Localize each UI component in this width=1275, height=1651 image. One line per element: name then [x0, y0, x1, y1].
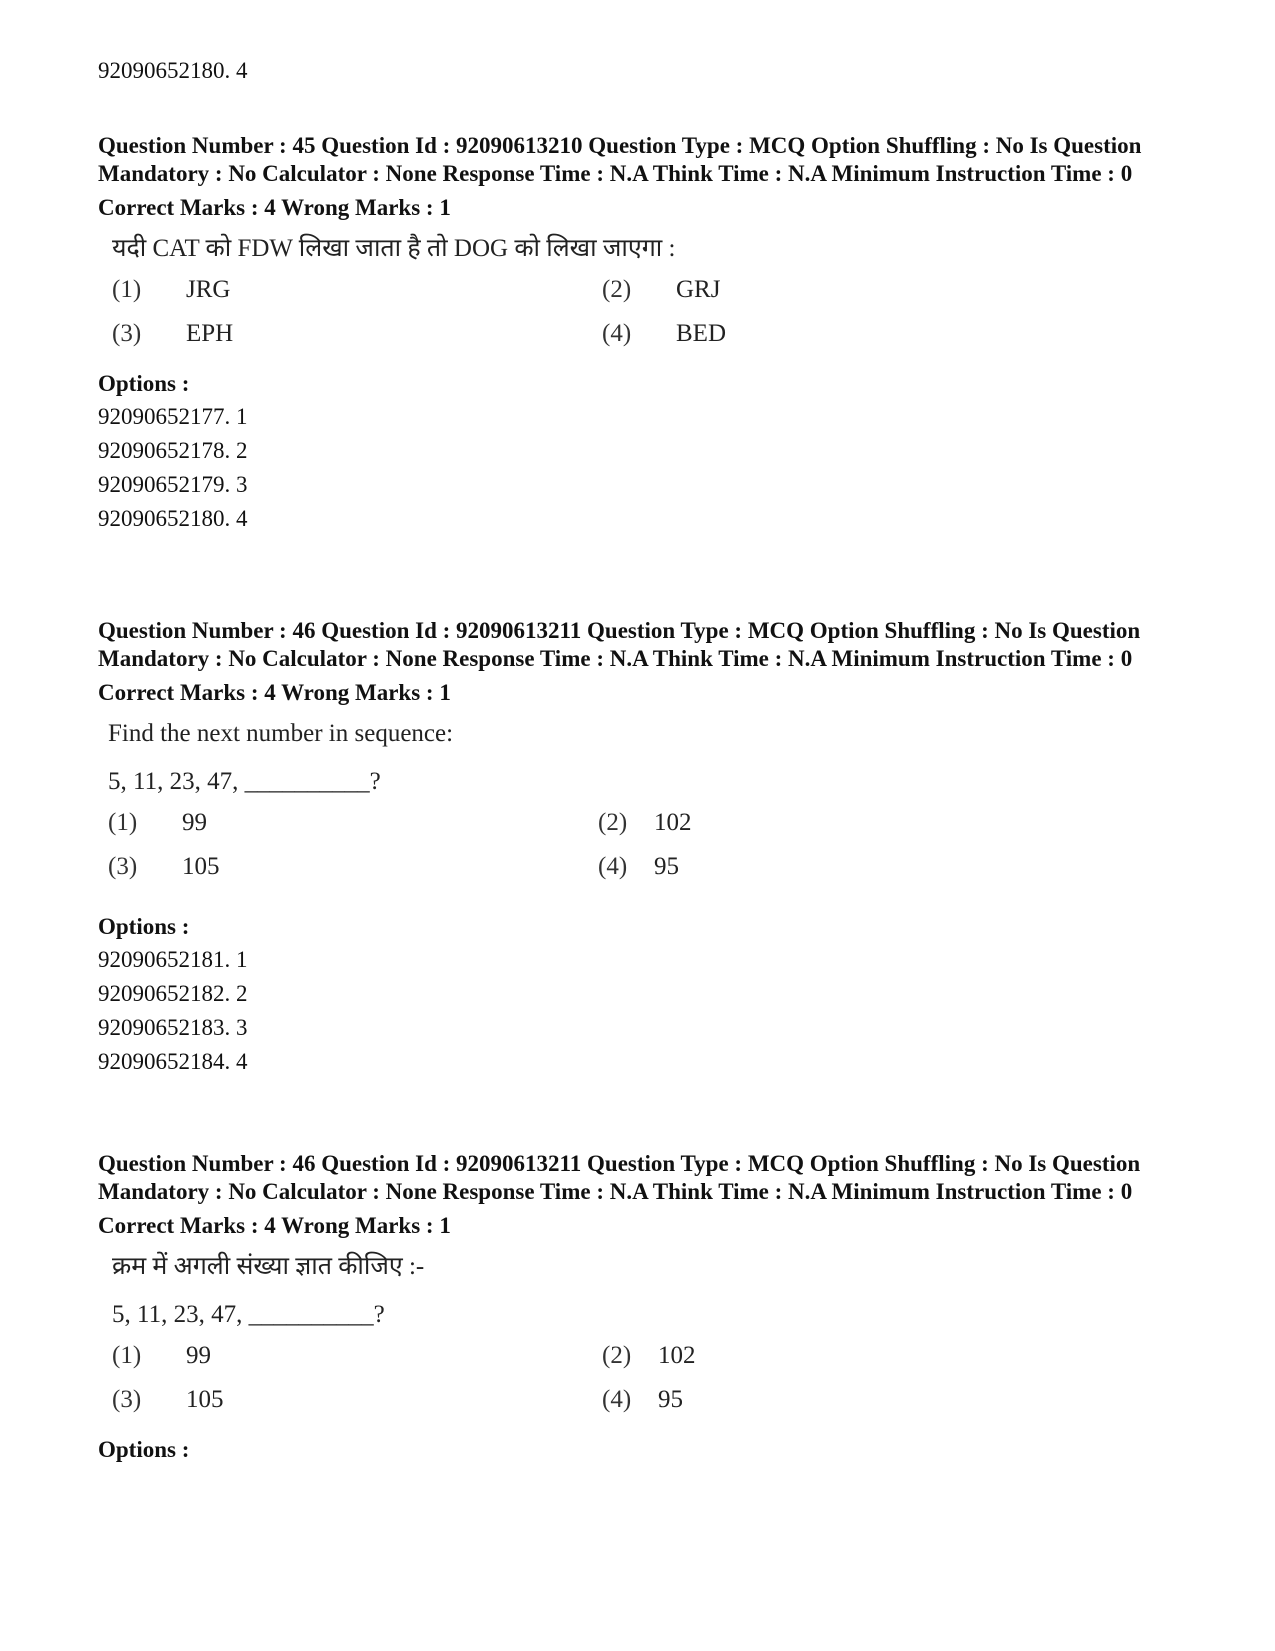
- choice-grid: [112, 276, 1178, 364]
- choice-2: (2) 102: [602, 1342, 696, 1369]
- question-content: [112, 1250, 1178, 1430]
- previous-option-line: 92090652180. 4: [98, 58, 248, 83]
- question-text: Find the next number in sequence:: [108, 720, 454, 747]
- choice-4: (4) 95: [598, 853, 679, 880]
- choice-1: (1) 99: [112, 1342, 211, 1369]
- option-id-line: 92090652180. 4: [98, 506, 248, 531]
- choice-grid: [108, 809, 1178, 897]
- option-id-line: 92090652182. 2: [98, 981, 248, 1006]
- options-label: Options :: [98, 371, 190, 396]
- choice-row: [112, 1342, 1178, 1386]
- question-meta: Question Number : 45 Question Id : 92090613210 Question Type : MCQ Option Shuffling : No Is Question Mandatory : No Calculator : None Response Time : N.A Think Time : N.A Minimum Instruction Time : 0: [98, 133, 1142, 186]
- choice-4: (4) 95: [602, 1386, 683, 1413]
- choice-2: (2) 102: [598, 809, 692, 836]
- choice-grid: [112, 1342, 1178, 1430]
- choice-row: [112, 276, 1178, 320]
- question-marks: Correct Marks : 4 Wrong Marks : 1: [98, 680, 451, 705]
- question-text: क्रम में अगली संख्या ज्ञात कीजिए :-: [112, 1253, 425, 1280]
- question-meta: Question Number : 46 Question Id : 92090613211 Question Type : MCQ Option Shuffling : No Is Question Mandatory : No Calculator : None Response Time : N.A Think Time : N.A Minimum Instruction Time : 0: [98, 618, 1141, 671]
- choice-row: [108, 853, 1178, 897]
- option-id-line: 92090652177. 1: [98, 404, 248, 429]
- question-text: यदी CAT को FDW लिखा जाता है तो DOG को लिखा जाएगा :: [112, 235, 676, 262]
- option-id-line: 92090652184. 4: [98, 1049, 248, 1074]
- question-block-46-hindi: [98, 1150, 1178, 1466]
- choice-row: [112, 320, 1178, 364]
- option-id-line: 92090652181. 1: [98, 947, 248, 972]
- sequence-text: 5, 11, 23, 47, __________?: [112, 1301, 385, 1328]
- choice-1: (1) 99: [108, 809, 207, 836]
- question-meta: Question Number : 46 Question Id : 92090613211 Question Type : MCQ Option Shuffling : No Is Question Mandatory : No Calculator : None Response Time : N.A Think Time : N.A Minimum Instruction Time : 0: [98, 1151, 1141, 1204]
- choice-row: [112, 1386, 1178, 1430]
- choice-2: (2) GRJ: [602, 276, 721, 303]
- sequence-text: 5, 11, 23, 47, __________?: [108, 768, 381, 795]
- question-content: [108, 717, 1178, 897]
- choice-4: (4) BED: [602, 320, 726, 347]
- options-label: Options :: [98, 1437, 190, 1462]
- option-id-line: 92090652183. 3: [98, 1015, 248, 1040]
- choice-3: (3) EPH: [112, 320, 234, 347]
- option-id-line: 92090652179. 3: [98, 472, 248, 497]
- choice-1: (1) JRG: [112, 276, 231, 303]
- choice-3: (3) 105: [112, 1386, 224, 1413]
- question-block-46-english: [98, 617, 1178, 1079]
- choice-3: (3) 105: [108, 853, 220, 880]
- choice-row: [108, 809, 1178, 853]
- question-content: [112, 232, 1178, 364]
- question-marks: Correct Marks : 4 Wrong Marks : 1: [98, 195, 451, 220]
- question-marks: Correct Marks : 4 Wrong Marks : 1: [98, 1213, 451, 1238]
- question-block-45: [98, 132, 1178, 536]
- option-id-line: 92090652178. 2: [98, 438, 248, 463]
- options-label: Options :: [98, 914, 190, 939]
